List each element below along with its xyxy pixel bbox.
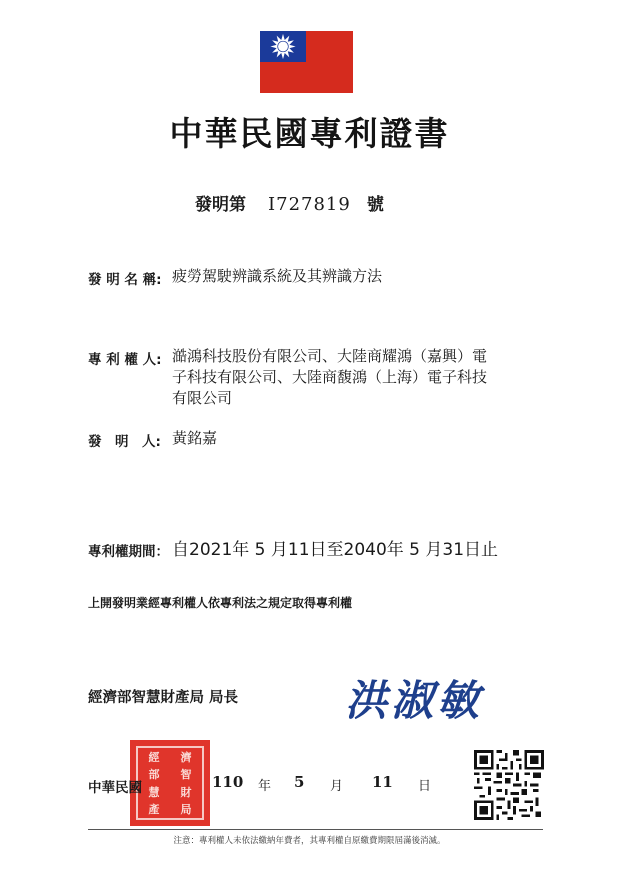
seal-char: 產 (148, 803, 160, 817)
seal-char: 智 (180, 768, 192, 782)
seal-char: 濟 (180, 750, 192, 764)
director-signature: 洪淑敏 (345, 676, 484, 725)
invention-name-value: 疲勞駕駛辨識系統及其辨識方法 (172, 267, 383, 285)
flag-canton (260, 31, 306, 62)
official-seal (130, 740, 210, 826)
patentee-line-3: 有限公司 (172, 389, 233, 407)
seal-char: 財 (180, 785, 192, 799)
seal-char: 經 (148, 750, 160, 764)
patent-term-value: 自2021年 5 月11日至2040年 5 月31日止 (172, 540, 499, 560)
white-sun-icon (268, 33, 298, 60)
inventor-label: 發 明 人: (88, 434, 161, 450)
patentee-line-2: 子科技有限公司、大陸商馥鴻（上海）電子科技 (172, 368, 488, 386)
patentee-line-1: 澔鴻科技股份有限公司、大陸商耀鴻（嘉興）電 (172, 347, 488, 365)
cert-prefix: 發明第 (195, 195, 246, 215)
date-month-unit: 月 (330, 779, 344, 794)
national-flag (260, 31, 353, 93)
patentee-label: 專 利 權 人: (88, 352, 162, 368)
date-month: 5 (294, 773, 305, 791)
patent-term-label: 專利權期間： (88, 544, 169, 560)
date-day-unit: 日 (418, 779, 432, 794)
footer-notice: 注意：專利權人未依法繳納年費者，其專利權自原繳費期限屆滿後消滅。 (173, 836, 446, 846)
inventor-value: 黃銘嘉 (172, 429, 218, 447)
seal-characters (136, 746, 204, 820)
seal-char: 局 (180, 803, 192, 817)
seal-char: 部 (148, 768, 160, 782)
date-year-unit: 年 (258, 779, 272, 794)
date-day: 11 (372, 773, 393, 791)
patentee-value (172, 346, 532, 409)
invention-name-label: 發 明 名 稱: (88, 272, 162, 288)
authority-department: 經濟部智慧財產局 局長 (88, 690, 239, 706)
date-era: 中華民國 (88, 780, 142, 796)
qr-code (474, 750, 544, 820)
cert-suffix: 號 (366, 195, 384, 215)
grant-statement: 上開發明業經專利權人依專利法之規定取得專利權 (88, 596, 353, 610)
cert-number: I727819 (268, 194, 351, 215)
date-year: 110 (212, 773, 244, 791)
footer-divider (88, 829, 543, 830)
certificate-title: 中華民國專利證書 (169, 114, 450, 153)
seal-char: 慧 (148, 785, 160, 799)
certificate-number (195, 190, 384, 215)
